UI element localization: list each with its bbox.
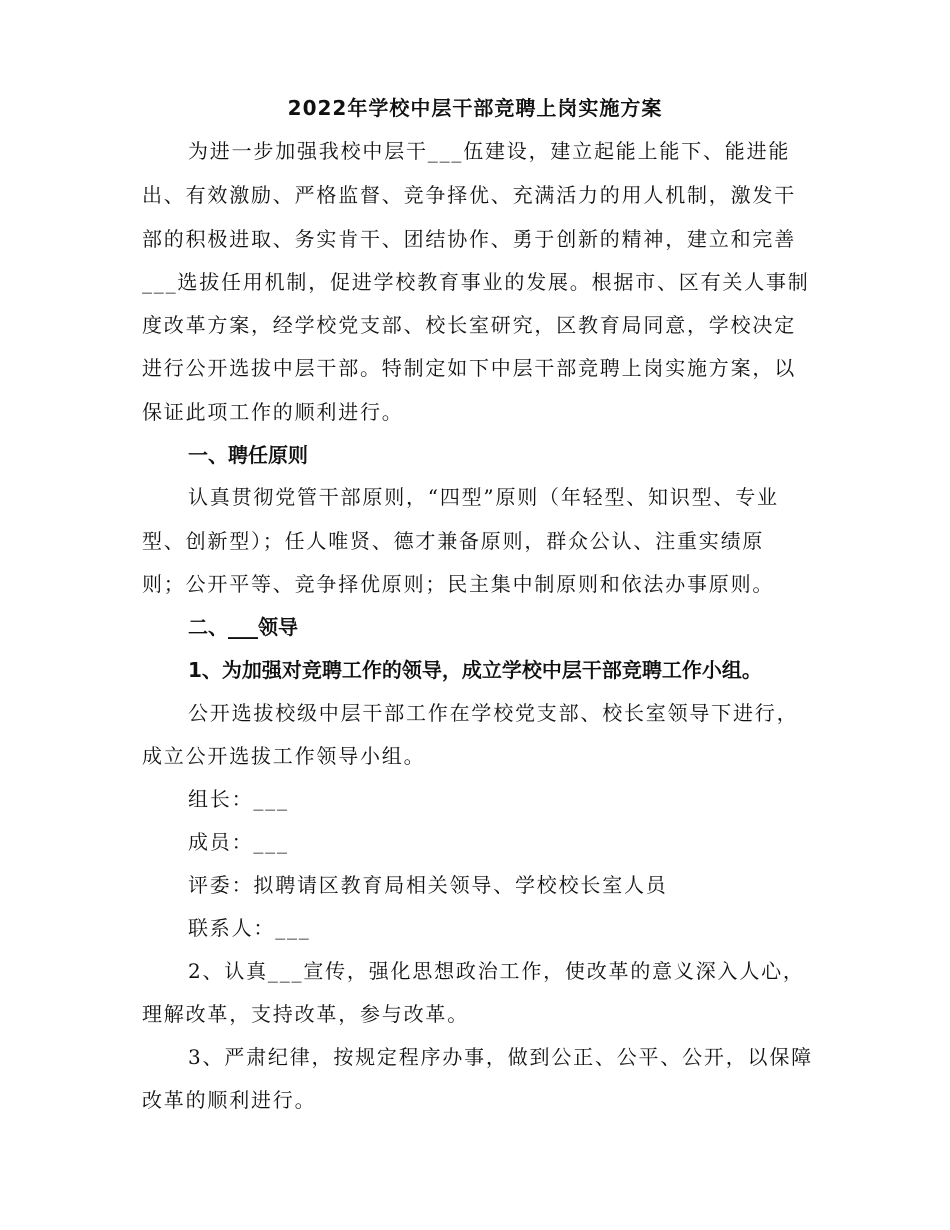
paragraph-line: 理解改革，支持改革，参与改革。 <box>142 1002 469 1026</box>
section-heading: 二、___领导 <box>188 615 298 639</box>
paragraph-line: 2、认真___宣传，强化思想政治工作，使改革的意义深入人心， <box>188 959 805 983</box>
paragraph-line: 认真贯彻党管干部原则，“四型”原则（年轻型、知识型、专业 <box>188 485 779 509</box>
paragraph-line: 为进一步加强我校中层干___伍建设，建立起能上能下、能进能 <box>188 139 791 163</box>
subsection-heading: 1、为加强对竞聘工作的领导，成立学校中层干部竞聘工作小组。 <box>188 658 762 682</box>
judges-line: 评委：拟聘请区教育局相关领导、学校校长室人员 <box>188 873 668 897</box>
section-heading: 一、聘任原则 <box>188 443 308 467</box>
team-leader-line: 组长：___ <box>188 787 289 811</box>
paragraph-line: 公开选拔校级中层干部工作在学校党支部、校长室领导下进行， <box>188 701 799 725</box>
paragraph-line: 则；公开平等、竞争择优原则；民主集中制原则和依法办事原则。 <box>142 572 775 596</box>
paragraph-line: 保证此项工作的顺利进行。 <box>142 400 404 424</box>
team-members-line: 成员：___ <box>188 830 289 854</box>
paragraph-line: 3、严肃纪律，按规定程序办事，做到公正、公平、公开，以保障 <box>188 1045 813 1069</box>
paragraph-line: 部的积极进取、务实肯干、团结协作、勇于创新的精神，建立和完善 <box>142 227 796 251</box>
document-title: 2022年学校中层干部竞聘上岗实施方案 <box>287 96 663 120</box>
contact-line: 联系人：___ <box>188 916 311 940</box>
paragraph-line: ___选拔任用机制，促进学校教育事业的发展。根据市、区有关人事制 <box>142 270 810 294</box>
paragraph-line: 型、创新型）；任人唯贤、德才兼备原则，群众公认、注重实绩原 <box>142 529 765 553</box>
paragraph-line: 成立公开选拔工作领导小组。 <box>142 744 426 768</box>
paragraph-line: 度改革方案，经学校党支部、校长室研究，区教育局同意，学校决定 <box>142 313 796 337</box>
paragraph-line: 进行公开选拔中层干部。特制定如下中层干部竞聘上岗实施方案，以 <box>142 356 796 380</box>
paragraph-line: 出、有效激励、严格监督、竞争择优、充满活力的用人机制，激发干 <box>142 183 796 207</box>
paragraph-line: 改革的顺利进行。 <box>142 1088 317 1112</box>
